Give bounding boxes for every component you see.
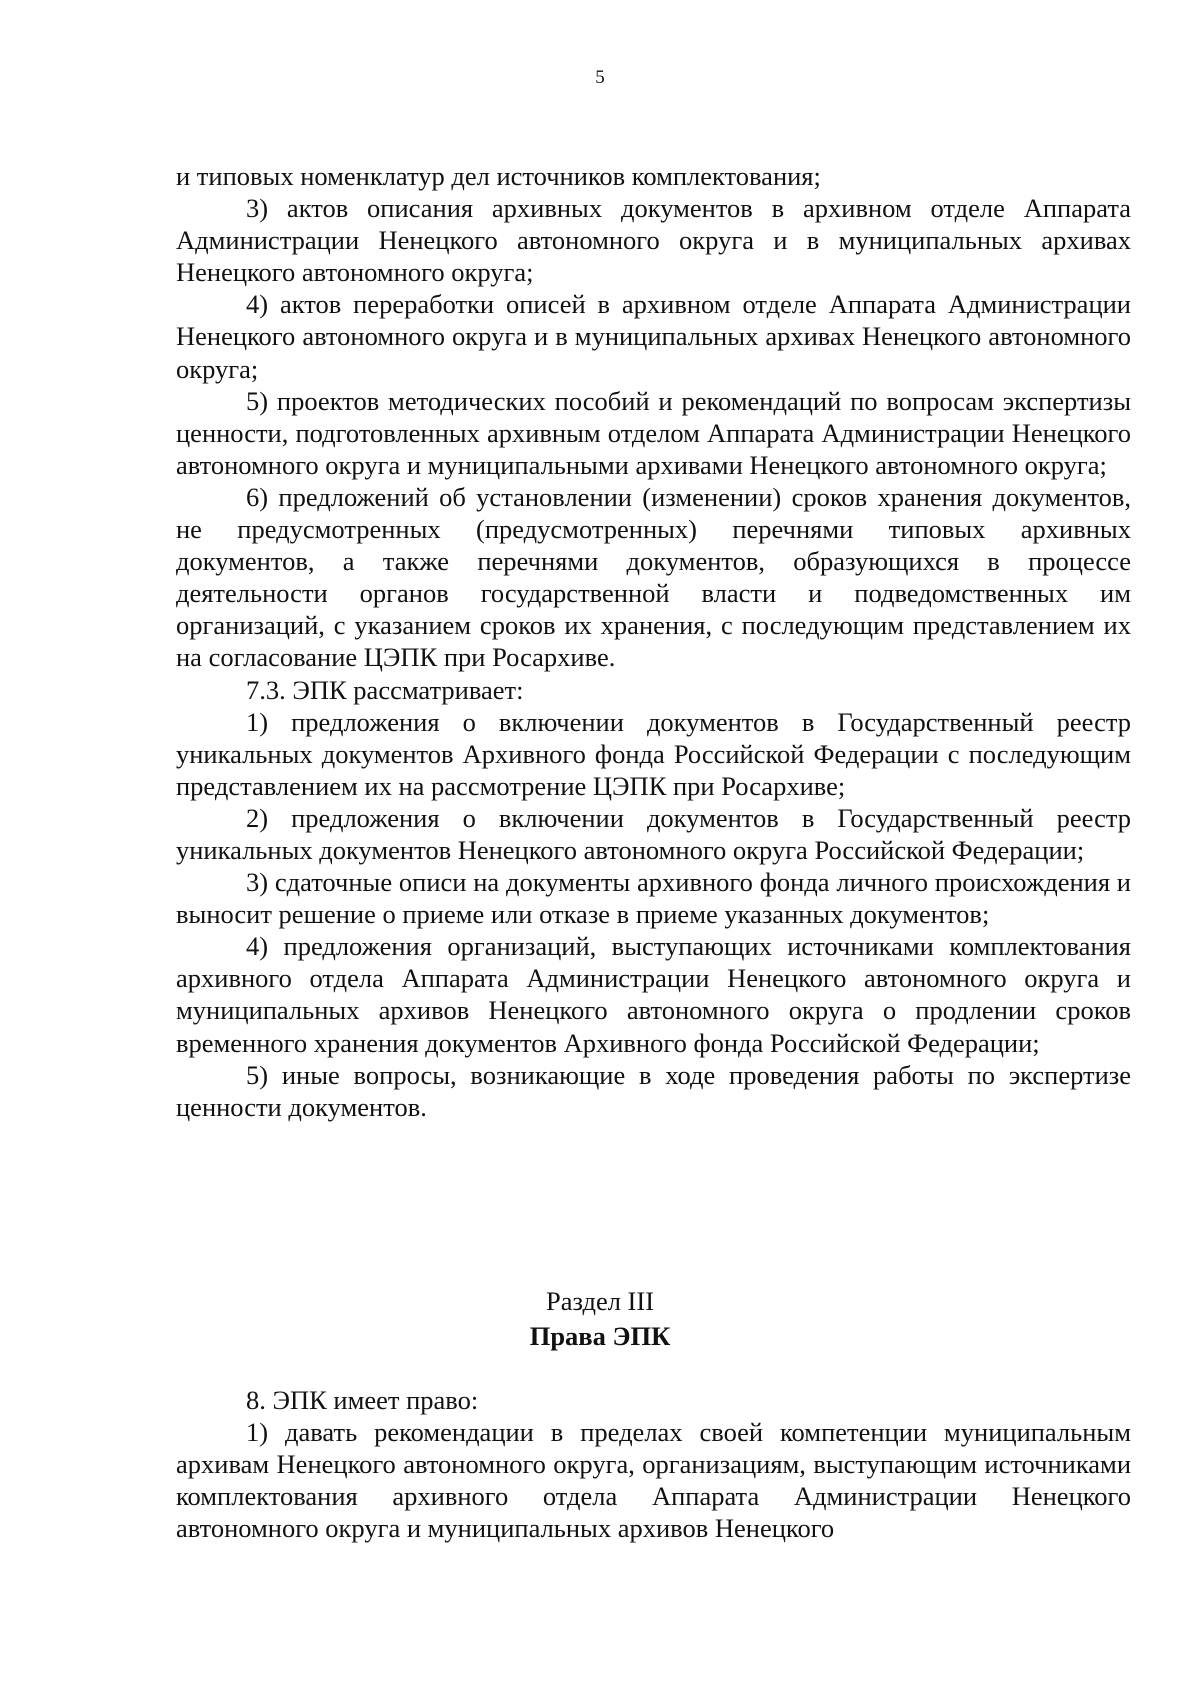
list-item: 5) проектов методических пособий и рекомендаций по вопросам экспертизы ценности, подготовленных архивным отделом Аппарата Администрации Ненецкого автономного округа и муниципальными архивами Ненецкого автономного округа; [176,385,1131,480]
section-label: Раздел III [545,1286,655,1316]
page-number: 5 [595,67,605,88]
list-item: 4) актов переработки описей в архивном отделе Аппарата Администрации Ненецкого автономного округа и в муниципальных архивах Ненецкого автономного округа; [176,289,1131,384]
list-item: 3) актов описания архивных документов в архивном отделе Аппарата Администрации Ненецкого автономного округа и в муниципальных архивах Ненецкого автономного округа; [176,193,1131,288]
list-item: 4) предложения организаций, выступающих источниками комплектования архивного отдела Аппарата Администрации Ненецкого автономного округа и муниципальных архивов Ненецкого автономного округа о продлении сроков временного хранения документов Архивного фонда Российской Федерации; [176,931,1131,1058]
list-item: 3) сдаточные описи на документы архивного фонда личного происхождения и выносит решение о приеме или отказе в приеме указанных документов; [176,867,1131,930]
list-item: 5) иные вопросы, возникающие в ходе проведения работы по экспертизе ценности документов. [176,1059,1131,1122]
list-item: 6) предложений об установлении (изменении) сроков хранения документов, не предусмотренных (предусмотренных) перечнями типовых архивных документов, а также перечнями документов, образующихся в процессе деятельности органов государственной власти и подведомственных им организаций, с указанием сроков их хранения, с последующим представлением их на согласование ЦЭПК при Росархиве. [176,481,1131,673]
section-title: Права ЭПК [529,1321,671,1351]
paragraph-continuation: и типовых номенклатур дел источников комплектования; [176,161,821,191]
clause-heading: 7.3. ЭПК рассматривает: [246,674,524,705]
clause-heading: 8. ЭПК имеет право: [246,1385,479,1415]
main-text [176,160,1131,1123]
rights-text [176,1384,1131,1544]
list-item: 1) предложения о включении документов в Государственный реестр уникальных документов Архивного фонда Российской Федерации с последующим представлением их на рассмотрение ЦЭПК при Росархиве; [176,706,1131,801]
list-item: 1) давать рекомендации в пределах своей компетенции муниципальным архивам Ненецкого автономного округа, организациям, выступающим источниками комплектования архивного отдела Аппарата Администрации Ненецкого автономного округа и муниципальных архивов Ненецкого [176,1417,1131,1544]
list-item: 2) предложения о включении документов в Государственный реестр уникальных документов Ненецкого автономного округа Российской Федерации; [176,802,1131,865]
